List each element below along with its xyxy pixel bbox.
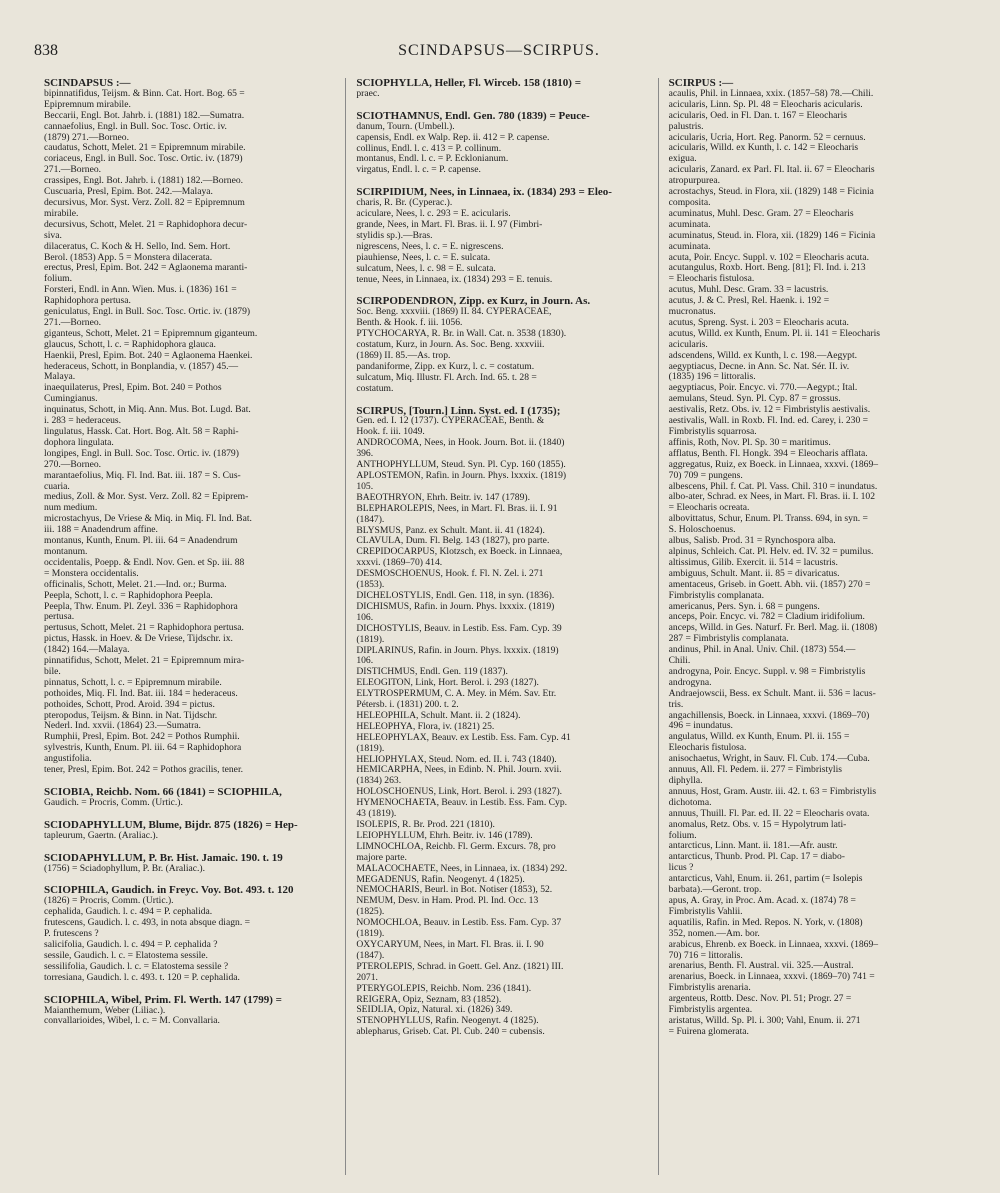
entry-line: acuta, Poir. Encyc. Suppl. v. 102 = Eleocharis acuta. <box>668 251 869 263</box>
entry-line: (1819). <box>356 633 385 645</box>
entry-line: cuaria. <box>44 480 70 492</box>
entry-line: stylidis sp.).—Bras. <box>356 229 433 241</box>
entry-line: aquatilis, Rafin. in Med. Repos. N. York, v. (1808) <box>668 916 863 928</box>
entry-line: cephalida, Gaudich. l. c. 494 = P. cephalida. <box>44 906 213 918</box>
entry-line: lingulatus, Hassk. Cat. Hort. Bog. Alt. 58 = Raphi- <box>44 426 239 437</box>
genus-heading: SCIOPHYLLA, Heller, Fl. Wirceb. 158 (1810) = <box>356 78 581 89</box>
entry-line: Berol. (1853) App. 5 = Monstera dilacerata. <box>44 251 213 263</box>
genus-heading: SCIOBIA, Reichb. Nom. 66 (1841) = SCIOPHILA, <box>44 786 282 798</box>
entry-line: tapleurum, Gaertn. (Araliac.). <box>44 829 159 841</box>
entry-line: PTERYGOLEPIS, Reichb. Nom. 236 (1841). <box>356 982 532 994</box>
entry-line: acicularis, Linn. Sp. Pl. 48 = Eleocharis acicularis. <box>668 98 863 110</box>
entry-line: acuminatus, Steud. in. Flora, xii. (1829) 146 = Ficinia <box>668 229 876 241</box>
entry-line: Soc. Beng. xxxviii. (1869) II. 84. CYPERACEAE, <box>356 306 552 318</box>
entry-line: nigrescens, Nees, l. c. = E. nigrescens. <box>356 240 504 252</box>
entry-line: Gen. ed. I. 12 (1737). CYPERACEAE, Benth. & <box>356 415 545 427</box>
entry-line: antarcticus, Vahl, Enum. ii. 261, partim (= Isolepis <box>668 873 863 885</box>
entry-line: afflatus, Benth. Fl. Hongk. 394 = Eleocharis afflata. <box>668 447 868 459</box>
entry-line: (1842) 164.—Malaya. <box>44 644 130 656</box>
entry-line: amentaceus, Griseb. in Goett. Abh. vii. (1857) 270 = <box>668 578 871 590</box>
entry-line: acutus, Willd. ex Kunth, Enum. Pl. ii. 141 = Eleocharis <box>668 327 881 339</box>
entry-line: virgatus, Endl. l. c. = P. capense. <box>356 164 481 176</box>
entry-line: anceps, Willd. in Ges. Naturf. Fr. Berl. Mag. ii. (1808) <box>668 622 878 634</box>
entry-line: capensis, Endl. ex Walp. Rep. ii. 412 = P. capense. <box>356 131 550 143</box>
entry-line: (1819). <box>356 928 385 940</box>
entry-gap <box>44 984 335 995</box>
entry-line: acuminata. <box>668 240 711 252</box>
entry-line: num medium. <box>44 502 98 514</box>
entry-line: 271.—Borneo. <box>44 164 102 176</box>
entry-line: NEMOCHARIS, Beurl. in Bot. Notiser (1853), 52. <box>356 884 553 896</box>
entry-line: coriaceus, Engl. in Bull. Soc. Tosc. Ortic. iv. (1879) <box>44 153 243 165</box>
entry-line: aegyptiacus, Poir. Encyc. vi. 770.—Aegypt.; Ital. <box>668 382 858 394</box>
entry-line: angachillensis, Boeck. in Linnaea, xxxvi. (1869–70) <box>668 709 870 721</box>
entry-line: albescens, Phil. f. Cat. Pl. Vass. Chil. 310 = inundatus. <box>668 480 878 492</box>
entry-line: ANDROCOMA, Nees, in Hook. Journ. Bot. ii. (1840) <box>356 437 565 449</box>
entry-line: Fimbristylis squarrosa. <box>668 426 757 437</box>
entry-line: dilaceratus, C. Koch & H. Sello, Ind. Sem. Hort. <box>44 240 231 252</box>
entry-line: tris. <box>668 698 684 710</box>
entry-line: acutus, Muhl. Desc. Gram. 33 = lacustris. <box>668 284 829 296</box>
entry-line: pteropodus, Teijsm. & Binn. in Nat. Tijdschr. <box>44 709 218 721</box>
entry-line: geniculatus, Engl. in Bull. Soc. Tosc. Ortic. iv. (1879) <box>44 306 251 318</box>
entry-line: mirabile. <box>44 207 79 219</box>
entry-line: S. Holoschoenus. <box>668 524 736 536</box>
entry-line: DIPLARINUS, Rafin. in Journ. Phys. lxxxix. (1819) <box>356 644 559 656</box>
entry-line: (1847). <box>356 949 385 961</box>
entry-line: sulcatum, Nees, l. c. 98 = E. sulcata. <box>356 262 496 274</box>
entry-line: HOLOSCHOENUS, Link, Hort. Berol. i. 293 (1827). <box>356 786 563 798</box>
entry-line: acutus, Spreng. Syst. i. 203 = Eleocharis acuta. <box>668 316 849 328</box>
entry-line: Nederl. Ind. xxvii. (1864) 23.—Sumatra. <box>44 720 201 732</box>
page-number: 838 <box>34 42 58 59</box>
entry-line: Gaudich. = Procris, Comm. (Urtic.). <box>44 796 183 808</box>
entry-line: DISTICHMUS, Endl. Gen. 119 (1837). <box>356 666 508 678</box>
entry-line: salicifolia, Gaudich. l. c. 494 = P. cephalida ? <box>44 938 218 950</box>
entry-line: acicularis, Zanard. ex Parl. Fl. Ital. ii. 67 = Eleocharis <box>668 164 875 176</box>
entry-line: occidentalis, Poepp. & Endl. Nov. Gen. et Sp. iii. 88 <box>44 556 245 568</box>
entry-line: 106. <box>356 611 374 623</box>
entry-line: 271.—Borneo. <box>44 316 102 328</box>
entry-line: aestivalis, Wall. in Roxb. Fl. Ind. ed. Carey, i. 230 = <box>668 415 869 427</box>
entry-line: altissimus, Gilib. Exercit. ii. 514 = lacustris. <box>668 556 838 568</box>
column-right <box>658 78 970 1175</box>
entry-line: DICHELOSTYLIS, Endl. Gen. 118, in syn. (1836). <box>356 589 555 601</box>
entry-line: Haenkii, Presl, Epim. Bot. 240 = Aglaonema Haenkei. <box>44 349 253 361</box>
entry-line: 43 (1819). <box>356 808 397 820</box>
entry-line: OXYCARYUM, Nees, in Mart. Fl. Bras. ii. I. 90 <box>356 938 544 950</box>
entry-line: acicularis, Willd. ex Kunth, l. c. 142 = Eleocharis <box>668 142 859 154</box>
entry-line: exigua. <box>668 153 697 165</box>
entry-line: 352, nomen.—Am. bor. <box>668 927 760 939</box>
entry-line: ANTHOPHYLLUM, Steud. Syn. Pl. Cyp. 160 (1855). <box>356 459 566 471</box>
entry-line: pinnatus, Schott, l. c. = Epipremnum mirabile. <box>44 676 222 688</box>
entry-line: folium. <box>668 829 697 841</box>
entry-line: charis, R. Br. (Cyperac.). <box>356 197 453 209</box>
entry-line: siva. <box>44 229 62 241</box>
entry-line: pothoides, Schott, Prod. Aroid. 394 = pictus. <box>44 698 215 710</box>
entry-line: MALACOCHAETE, Nees, in Linnaea, ix. (1834) 292. <box>356 862 568 874</box>
entry-line: pothoides, Miq. Fl. Ind. Bat. iii. 184 = hederaceus. <box>44 687 238 699</box>
entry-line: danum, Tourn. (Umbell.). <box>356 120 455 132</box>
entry-line: PTYCHOCARYA, R. Br. in Wall. Cat. n. 3538 (1830). <box>356 328 567 340</box>
entry-line: Fimbristylis arenaria. <box>668 982 751 994</box>
entry-line: Peepla, Thw. Enum. Pl. Zeyl. 336 = Raphidophora <box>44 600 238 612</box>
genus-heading: SCIRPUS, [Tourn.] Linn. Syst. ed. I (1735); <box>356 404 561 417</box>
columns <box>34 78 970 1175</box>
entry-line: giganteus, Schott, Melet. 21 = Epipremnum giganteum. <box>44 327 258 339</box>
entry-line: hederaceus, Schott, in Bonplandia, v. (1857) 45.— <box>44 360 239 372</box>
entry-line: aegyptiacus, Decne. in Ann. Sc. Nat. Sér. II. iv. <box>668 360 850 372</box>
entry-line: pandaniforme, Zipp. ex Kurz, l. c. = costatum. <box>356 360 535 372</box>
entry-line: Maianthemum, Weber (Liliac.). <box>44 1004 166 1016</box>
entry-line: CREPIDOCARPUS, Klotzsch, ex Boeck. in Linnaea, <box>356 546 563 558</box>
entry-line: longipes, Engl. in Bull. Soc. Tosc. Ortic. iv. (1879) <box>44 447 239 459</box>
entry-line: pinnatifidus, Schott, Melet. 21 = Epipremnum mira- <box>44 655 245 667</box>
entry-line: acuminatus, Muhl. Desc. Gram. 27 = Eleocharis <box>668 207 854 219</box>
entry-line: majore parte. <box>356 851 407 863</box>
genus-heading: SCIRPODENDRON, Zipp. ex Kurz, in Journ. As. <box>356 295 591 308</box>
entry-line: collinus, Endl. l. c. 413 = P. collinum. <box>356 142 502 154</box>
entry-line: annuus, Host, Gram. Austr. iii. 42. t. 63 = Fimbristylis <box>668 785 877 797</box>
entry-line: acicularis, Oed. in Fl. Dan. t. 167 = Eleocharis <box>668 109 847 121</box>
entry-line: NEMUM, Desv. in Ham. Prod. Pl. Ind. Occ. 13 <box>356 895 539 907</box>
entry-line: HEMICARPHA, Nees, in Edinb. N. Phil. Journ. xvii. <box>356 764 562 776</box>
entry-line: aemulans, Steud. Syn. Pl. Cyp. 87 = grossus. <box>668 393 841 405</box>
entry-line: annuus, Thuill. Fl. Par. ed. II. 22 = Eleocharis ovata. <box>668 807 870 819</box>
entry-line: REIGERA, Opiz, Seznam, 83 (1852). <box>356 993 502 1005</box>
entry-line: antarcticus, Linn. Mant. ii. 181.—Afr. austr. <box>668 840 838 852</box>
entry-line: albovittatus, Schur, Enum. Pl. Transs. 694, in syn. = <box>668 513 868 525</box>
entry-line: marantaefolius, Miq. Fl. Ind. Bat. iii. 187 = S. Cus- <box>44 469 241 481</box>
entry-line: grande, Nees, in Mart. Fl. Bras. ii. I. 97 (Fimbri- <box>356 218 543 230</box>
entry-line: ambiguus, Schult. Mant. ii. 85 = divaricatus. <box>668 567 840 579</box>
entry-line: folium. <box>44 273 72 285</box>
entry-line: NOMOCHLOA, Beauv. in Lestib. Ess. Fam. Cyp. 37 <box>356 917 562 929</box>
entry-line: tenue, Nees, in Linnaea, ix. (1834) 293 = E. tenuis. <box>356 273 553 285</box>
entry-line: i. 283 = hederaceus. <box>44 415 122 427</box>
entry-line: alpinus, Schleich. Cat. Pl. Helv. ed. IV. 32 = pumilus. <box>668 545 874 557</box>
entry-line: 106. <box>356 655 374 667</box>
genus-heading: SCIRPUS :— <box>668 78 734 89</box>
genus-heading: SCIODAPHYLLUM, Blume, Bijdr. 875 (1826) = Hep- <box>44 818 298 831</box>
entry-line: inaequilaterus, Presl, Epim. Bot. 240 = Pothos <box>44 382 222 394</box>
entry-line: (1834) 263. <box>356 775 402 787</box>
entry-line: (1853). <box>356 579 385 591</box>
entry-line: (1756) = Sciadophyllum, P. Br. (Araliac.). <box>44 862 206 874</box>
entry-line: APLOSTEMON, Rafin. in Journ. Phys. lxxxix. (1819) <box>356 470 567 481</box>
entry-line: officinalis, Schott, Melet. 21.—Ind. or.; Burma. <box>44 578 227 590</box>
entry-line: Rumphii, Presl, Epim. Bot. 242 = Pothos Rumphii. <box>44 731 240 743</box>
entry-line: DICHISMUS, Rafin. in Journ. Phys. lxxxix. (1819) <box>356 600 555 612</box>
entry-line: 70) 716 = littoralis. <box>668 949 743 961</box>
entry-line: = Monstera occidentalis. <box>44 567 139 579</box>
entry-line: ISOLEPIS, R. Br. Prod. 221 (1810). <box>356 819 495 830</box>
entry-line: HELEOPHYA, Flora, iv. (1821) 25. <box>356 720 495 732</box>
entry-line: iii. 188 = Anadendrum affine. <box>44 524 158 536</box>
entry-line: tener, Presl, Epim. Bot. 242 = Pothos gracilis, tener. <box>44 764 244 776</box>
entry-line: MEGADENUS, Rafin. Neogenyt. 4 (1825). <box>356 873 525 885</box>
entry-line: adscendens, Willd. ex Kunth, l. c. 198.—Aegypt. <box>668 349 858 361</box>
entry-line: anisochaetus, Wright, in Sauv. Fl. Cub. 174.—Cuba. <box>668 753 870 765</box>
entry-line: aggregatus, Ruiz, ex Boeck. in Linnaea, xxxvi. (1869– <box>668 458 879 470</box>
entry-line: DESMOSCHOENUS, Hook. f. Fl. N. Zel. i. 271 <box>356 568 544 580</box>
entry-line: HELEOPHILA, Schult. Mant. ii. 2 (1824). <box>356 709 521 721</box>
entry-line: Andraejowscii, Bess. ex Schult. Mant. ii. 536 = lacus- <box>668 687 876 699</box>
entry-line: 105. <box>356 480 374 492</box>
entry-line: acutus, J. & C. Presl, Rel. Haenk. i. 192 = <box>668 295 830 307</box>
entry-line: Hook. f. iii. 1049. <box>356 426 425 438</box>
entry-line: piauhiense, Nees, l. c. = E. sulcata. <box>356 251 491 263</box>
entry-line: anomalus, Retz. Obs. v. 15 = Hypolytrum lati- <box>668 818 847 830</box>
entry-line: inquinatus, Schott, in Miq. Ann. Mus. Bot. Lugd. Bat. <box>44 404 251 416</box>
entry-line: ELEOGITON, Link, Hort. Berol. i. 293 (1827). <box>356 677 539 689</box>
entry-line: acicularis. <box>668 338 708 350</box>
entry-line: Malaya. <box>44 371 76 383</box>
entry-line: Fimbristylis complanata. <box>668 589 765 601</box>
entry-line: dichotoma. <box>668 796 712 808</box>
entry-line: (1835) 196 = littoralis. <box>668 371 756 383</box>
entry-line: Cumingianus. <box>44 393 98 405</box>
entry-line: HELEOPHYLAX, Beauv. ex Lestib. Ess. Fam. Cyp. 41 <box>356 731 571 743</box>
entry-line: praec. <box>356 87 380 99</box>
entry-line: barbata).—Geront. trop. <box>668 884 762 896</box>
entry-line: anceps, Poir. Encyc. vi. 782 = Cladium iridifolium. <box>668 611 865 623</box>
entry-line: = Fuirena glomerata. <box>668 1025 749 1037</box>
entry-line: sulcatum, Miq. Illustr. Fl. Arch. Ind. 65. t. 28 = <box>356 371 537 383</box>
entry-line: 2071. <box>356 971 378 983</box>
entry-line: cannaefolius, Engl. in Bull. Soc. Tosc. Ortic. iv. <box>44 120 227 132</box>
entry-line: affinis, Roth, Nov. Pl. Sp. 30 = maritimus. <box>668 436 831 448</box>
entry-line: pertusa. <box>44 611 75 623</box>
entry-line: (1879) 271.—Borneo. <box>44 131 129 143</box>
entry-line: mucronatus. <box>668 306 716 318</box>
entry-line: erectus, Presl, Epim. Bot. 242 = Aglaonema maranti- <box>44 262 248 274</box>
entry-line: americanus, Pers. Syn. i. 68 = pungens. <box>668 600 820 612</box>
entry-line: torresiana, Gaudich. l. c. 493. t. 120 = P. cephalida. <box>44 971 240 983</box>
entry-line: androgyna, Poir. Encyc. Suppl. v. 98 = Fimbristylis <box>668 665 866 677</box>
entry-line: CLAVULA, Dum. Fl. Belg. 143 (1827), pro parte. <box>356 535 550 547</box>
entry-line: diphylla. <box>668 775 703 786</box>
genus-heading: SCIOPHILA, Gaudich. in Freyc. Voy. Bot. 493. t. 120 <box>44 884 294 897</box>
entry-line: BAEOTHRYON, Ehrh. Beitr. iv. 147 (1789). <box>356 491 530 503</box>
entry-line: microstachyus, De Vriese & Miq. in Miq. Fl. Ind. Bat. <box>44 513 252 525</box>
entry-line: SEIDLIA, Opiz, Natural. xi. (1826) 349. <box>356 1004 513 1016</box>
entry-line: ablepharus, Griseb. Cat. Pl. Cub. 240 = cubensis. <box>356 1026 545 1038</box>
entry-line: Benth. & Hook. f. iii. 1056. <box>356 317 463 329</box>
entry-line: Chili. <box>668 655 691 667</box>
entry-line: sessilifolia, Gaudich. l. c. = Elatostema sessile ? <box>44 960 229 972</box>
entry-line: atropurpurea. <box>668 175 721 187</box>
entry-line: Eleocharis fistulosa. <box>668 742 747 754</box>
entry-line: aristatus, Willd. Sp. Pl. i. 300; Vahl, Enum. ii. 271 <box>668 1014 861 1026</box>
entry-line: 396. <box>356 448 374 460</box>
entry-gap <box>356 395 647 406</box>
entry-line: (1826) = Procris, Comm. (Urtic.). <box>44 895 174 907</box>
entry-line: (1847). <box>356 513 385 525</box>
entry-line: Forsteri, Endl. in Ann. Wien. Mus. i. (1836) 161 = <box>44 284 237 296</box>
entry-line: STENOPHYLLUS, Rafin. Neogenyt. 4 (1825). <box>356 1015 539 1027</box>
entry-line: 496 = inundatus. <box>668 720 733 732</box>
entry-line: PTEROLEPIS, Schrad. in Goett. Gel. Anz. (1821) III. <box>356 960 564 972</box>
entry-line: montanus, Endl. l. c. = P. Ecklonianum. <box>356 153 509 165</box>
entry-line: glaucus, Schott, l. c. = Raphidophora glauca. <box>44 338 216 350</box>
entry-line: costatum. <box>356 382 394 394</box>
entry-line: bile. <box>44 665 61 677</box>
entry-line: arabicus, Ehrenb. ex Boeck. in Linnaea, xxxvi. (1869– <box>668 938 879 950</box>
entry-line: = Eleocharis fistulosa. <box>668 273 755 285</box>
entry-line: Fimbristylis argentea. <box>668 1004 753 1016</box>
entry-line: Fimbristylis Vahlii. <box>668 905 743 917</box>
entry-line: sessile, Gaudich. l. c. = Elatostema sessile. <box>44 949 208 961</box>
entry-line: composita. <box>668 196 711 208</box>
entry-line: bipinnatifidus, Teijsm. & Binn. Cat. Hort. Bog. 65 = <box>44 87 245 99</box>
entry-line: Beccarii, Engl. Bot. Jahrb. i. (1881) 182.—Sumatra. <box>44 109 245 121</box>
genus-heading: SCIODAPHYLLUM, P. Br. Hist. Jamaic. 190. t. 19 <box>44 851 283 864</box>
column-middle <box>345 78 657 1175</box>
entry-line: caudatus, Schott, Melet. 21 = Epipremnum mirabile. <box>44 142 246 154</box>
entry-line: P. frutescens ? <box>44 928 99 940</box>
entry-line: pictus, Hassk. in Hoev. & De Vriese, Tijdschr. ix. <box>44 633 233 645</box>
entry-line: HELIOPHYLAX, Steud. Nom. ed. II. i. 743 (1840). <box>356 753 557 765</box>
genus-heading: SCIOPHILA, Wibel, Prim. Fl. Werth. 147 (1799) = <box>44 993 282 1006</box>
entry-line: Pétersb. i. (1831) 200. t. 2. <box>356 699 459 711</box>
entry-line: andinus, Phil. in Anal. Univ. Chil. (1873) 554.— <box>668 644 856 656</box>
entry-line: (1869) II. 85.—As. trop. <box>356 349 451 361</box>
entry-line: DICHOSTYLIS, Beauv. in Lestib. Ess. Fam. Cyp. 39 <box>356 622 562 634</box>
entry-line: 70) 709 = pungens. <box>668 469 743 481</box>
entry-line: palustris. <box>668 120 704 132</box>
entry-line: frutescens, Gaudich. l. c. 493, in nota absque diagn. = <box>44 917 251 929</box>
entry-line: arenarius, Benth. Fl. Austral. vii. 325.—Austral. <box>668 960 854 972</box>
entry-line: antarcticus, Thunb. Prod. Pl. Cap. 17 = diabo- <box>668 851 845 863</box>
entry-line: acaulis, Phil. in Linnaea, xxix. (1857–58) 78.—Chili. <box>668 87 874 99</box>
entry-line: pertusus, Schott, Melet. 21 = Raphidophora pertusa. <box>44 622 244 634</box>
entry-line: HYMENOCHAETA, Beauv. in Lestib. Ess. Fam. Cyp. <box>356 797 568 809</box>
entry-line: Cuscuaria, Presl, Epim. Bot. 242.—Malaya. <box>44 186 213 198</box>
entry-line: decursivus, Mor. Syst. Verz. Zoll. 82 = Epipremnum <box>44 196 245 208</box>
entry-line: (1819). <box>356 742 385 754</box>
entry-line: androgyna. <box>668 676 712 688</box>
entry-line: angustifolia. <box>44 753 92 765</box>
entry-line: LEIOPHYLLUM, Ehrh. Beitr. iv. 146 (1789). <box>356 829 533 841</box>
genus-heading: SCIRPIDIUM, Nees, in Linnaea, ix. (1834) 293 = Eleo- <box>356 186 612 199</box>
entry-line: 287 = Fimbristylis complanata. <box>668 633 789 645</box>
entry-line: Raphidophora pertusa. <box>44 295 131 307</box>
entry-line: aciculare, Nees, l. c. 293 = E. acicularis. <box>356 208 511 220</box>
entry-line: xxxvi. (1869–70) 414. <box>356 557 443 569</box>
column-left <box>34 78 345 1175</box>
entry-line: BLEPHAROLEPIS, Nees, in Mart. Fl. Bras. ii. I. 91 <box>356 502 558 514</box>
entry-line: acuminata. <box>668 218 711 230</box>
entry-line: dophora lingulata. <box>44 436 114 448</box>
entry-line: Peepla, Schott, l. c. = Raphidophora Peepla. <box>44 589 213 601</box>
entry-line: costatum, Kurz, in Journ. As. Soc. Beng. xxxviii. <box>356 339 545 351</box>
entry-line: acutangulus, Roxb. Hort. Beng. [81]; Fl. Ind. i. 213 <box>668 262 866 274</box>
entry-line: 270.—Borneo. <box>44 458 102 470</box>
entry-line: LIMNOCHLOA, Reichb. Fl. Germ. Excurs. 78, pro <box>356 840 556 852</box>
entry-line: arenarius, Boeck. in Linnaea, xxxvi. (1869–70) 741 = <box>668 971 875 983</box>
entry-line: aestivalis, Retz. Obs. iv. 12 = Fimbristylis aestivalis. <box>668 404 871 416</box>
genus-heading: SCINDAPSUS :— <box>44 78 131 89</box>
entry-line: = Eleocharis ocreata. <box>668 502 750 514</box>
entry-line: decursivus, Schott, Melet. 21 = Raphidophora decur- <box>44 218 248 230</box>
genus-heading: SCIOTHAMNUS, Endl. Gen. 780 (1839) = Peuce- <box>356 109 590 122</box>
entry-line: acicularis, Ucria, Hort. Reg. Panorm. 52 = cernuus. <box>668 131 866 143</box>
entry-line: BLYSMUS, Panz. ex Schult. Mant. ii. 41 (1824). <box>356 524 545 536</box>
entry-line: licus ? <box>668 862 694 874</box>
entry-line: albo-ater, Schrad. ex Nees, in Mart. Fl. Bras. ii. I. 102 <box>668 491 876 503</box>
entry-line: ELYTROSPERMUM, C. A. Mey. in Mém. Sav. Etr. <box>356 688 557 700</box>
entry-line: acrostachys, Steud. in Flora, xii. (1829) 148 = Ficinia <box>668 186 874 198</box>
entry-line: medius, Zoll. & Mor. Syst. Verz. Zoll. 82 = Epiprem- <box>44 491 249 503</box>
entry-gap <box>44 842 335 853</box>
page-title: SCINDAPSUS—SCIRPUS. <box>398 42 600 59</box>
entry-line: Epipremnum mirabile. <box>44 98 131 110</box>
running-header <box>34 42 964 68</box>
entry-line: angulatus, Willd. ex Kunth, Enum. Pl. ii. 155 = <box>668 731 850 743</box>
entry-line: montanus, Kunth, Enum. Pl. iii. 64 = Anadendrum <box>44 535 238 547</box>
entry-line: sylvestris, Kunth, Enum. Pl. iii. 64 = Raphidophora <box>44 742 242 754</box>
entry-line: (1825). <box>356 906 385 918</box>
entry-line: albus, Salisb. Prod. 31 = Rynchospora alba. <box>668 535 836 547</box>
entry-line: annuus, All. Fl. Pedem. ii. 277 = Fimbristylis <box>668 764 842 776</box>
entry-line: apus, A. Gray, in Proc. Am. Acad. x. (1874) 78 = <box>668 894 856 906</box>
entry-line: montanum. <box>44 545 88 557</box>
entry-line: convallarioides, Wibel, l. c. = M. Convallaria. <box>44 1015 220 1027</box>
entry-line: crassipes, Engl. Bot. Jahrb. i. (1881) 182.—Borneo. <box>44 175 244 187</box>
entry-line: argenteus, Rottb. Desc. Nov. Pl. 51; Progr. 27 = <box>668 993 852 1005</box>
